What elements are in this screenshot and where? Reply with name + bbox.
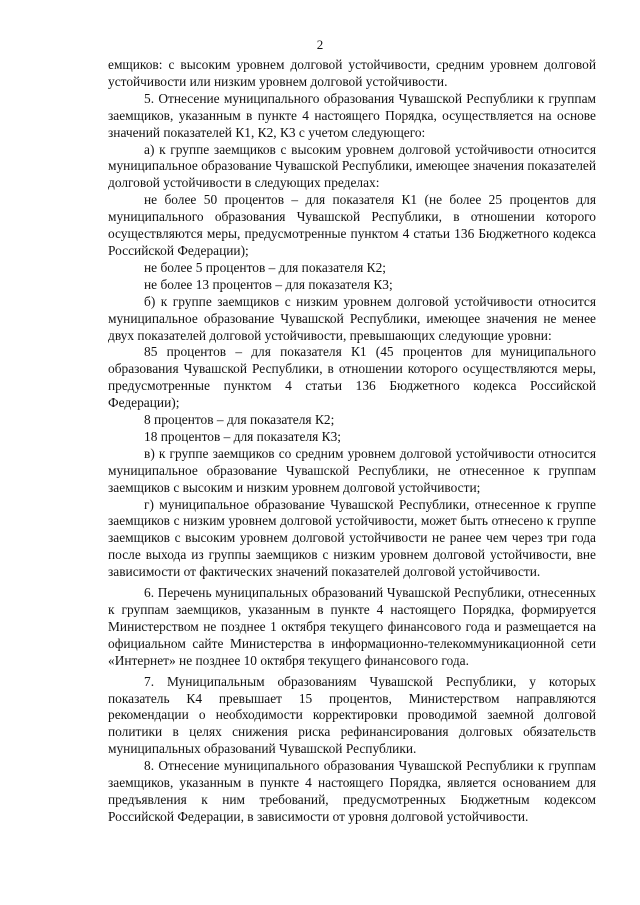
paragraph-limit-k1-high: не более 50 процентов – для показателя К1 (не более 25 процентов для муниципального образования Чувашской Республики, в отношении которого осуществляются меры, предусмотренные пунктом 4 статьи 136 Бюджетного кодекса Российской Федерации); (108, 192, 596, 258)
paragraph-continuation: емщиков: с высоким уровнем долговой устойчивости, средним уровнем долговой устойчивости или низким уровнем долговой устойчивости. (108, 57, 596, 89)
paragraph-subitem-g: г) муниципальное образование Чувашской Республики, отнесенное к группе заемщиков с низким уровнем долговой устойчивости, может быть отнесено к группе заемщиков с высоким уровнем долговой устойчивости не ранее чем через три года после выхода из группы заемщиков с низким уровнем долговой устойчивости, вне зависимости от фактических значений показателей долговой устойчивости. (108, 496, 596, 580)
paragraph-item-6: 6. Перечень муниципальных образований Чувашской Республики, отнесенных к группам заемщиков, указанным в пункте 4 настоящего Порядка, формируется Министерством не позднее 1 октября текущего финансового года и размещается на официальном сайте Министерства в информационно-телекоммуникационной сети «Интернет» не позднее 10 октября текущего финансового года. (108, 585, 596, 668)
document-body (108, 57, 596, 826)
paragraph-subitem-a: а) к группе заемщиков с высоким уровнем долговой устойчивости относится муниципальное образование Чувашской Республики, имеющее значения показателей долговой устойчивости в следующих пределах: (108, 141, 596, 191)
paragraph-item-8: 8. Отнесение муниципального образования Чувашской Республики к группам заемщиков, указанным в пункте 4 настоящего Порядка, является основанием для предъявления к ним требований, предусмотренных Бюджетным кодексом Российской Федерации, в зависимости от уровня долговой устойчивости. (108, 758, 596, 824)
paragraph-limit-k2-low: 8 процентов – для показателя К2; (144, 412, 335, 428)
paragraph-subitem-v: в) к группе заемщиков со средним уровнем долговой устойчивости относится муниципальное образование Чувашской Республики, не отнесенное к группам заемщиков с высоким и низким уровнем долговой устойчивости; (108, 445, 596, 495)
paragraph-limit-k3-high: не более 13 процентов – для показателя К3; (144, 276, 393, 292)
paragraph-limit-k3-low: 18 процентов – для показателя К3; (144, 428, 341, 444)
paragraph-limit-k2-high: не более 5 процентов – для показателя К2; (144, 259, 386, 275)
paragraph-item-7: 7. Муниципальным образованиям Чувашской Республики, у которых показатель К4 превышает 15 процентов, Министерством направляются рекомендации о необходимости корректировки проводимой заемной долговой политики в целях снижения риска рефинансирования долговых обязательств муниципальных образований Чувашской Республики. (108, 673, 596, 757)
paragraph-subitem-b: б) к группе заемщиков с низким уровнем долговой устойчивости относится муниципальное образование Чувашской Республики, имеющее значения не менее двух показателей долговой устойчивости, превышающих следующие уровни: (108, 293, 596, 343)
page-number: 2 (316, 37, 324, 52)
paragraph-item-5: 5. Отнесение муниципального образования Чувашской Республики к группам заемщиков, указанным в пункте 4 настоящего Порядка, осуществляется на основе значений показателей К1, К2, К3 с учетом следующего: (108, 90, 596, 140)
paragraph-limit-k1-low: 85 процентов – для показателя К1 (45 процентов для муниципального образования Чувашской Республики, в отношении которого осуществляются меры, предусмотренные пунктом 4 статьи 136 Бюджетного кодекса Российской Федерации); (108, 344, 596, 411)
